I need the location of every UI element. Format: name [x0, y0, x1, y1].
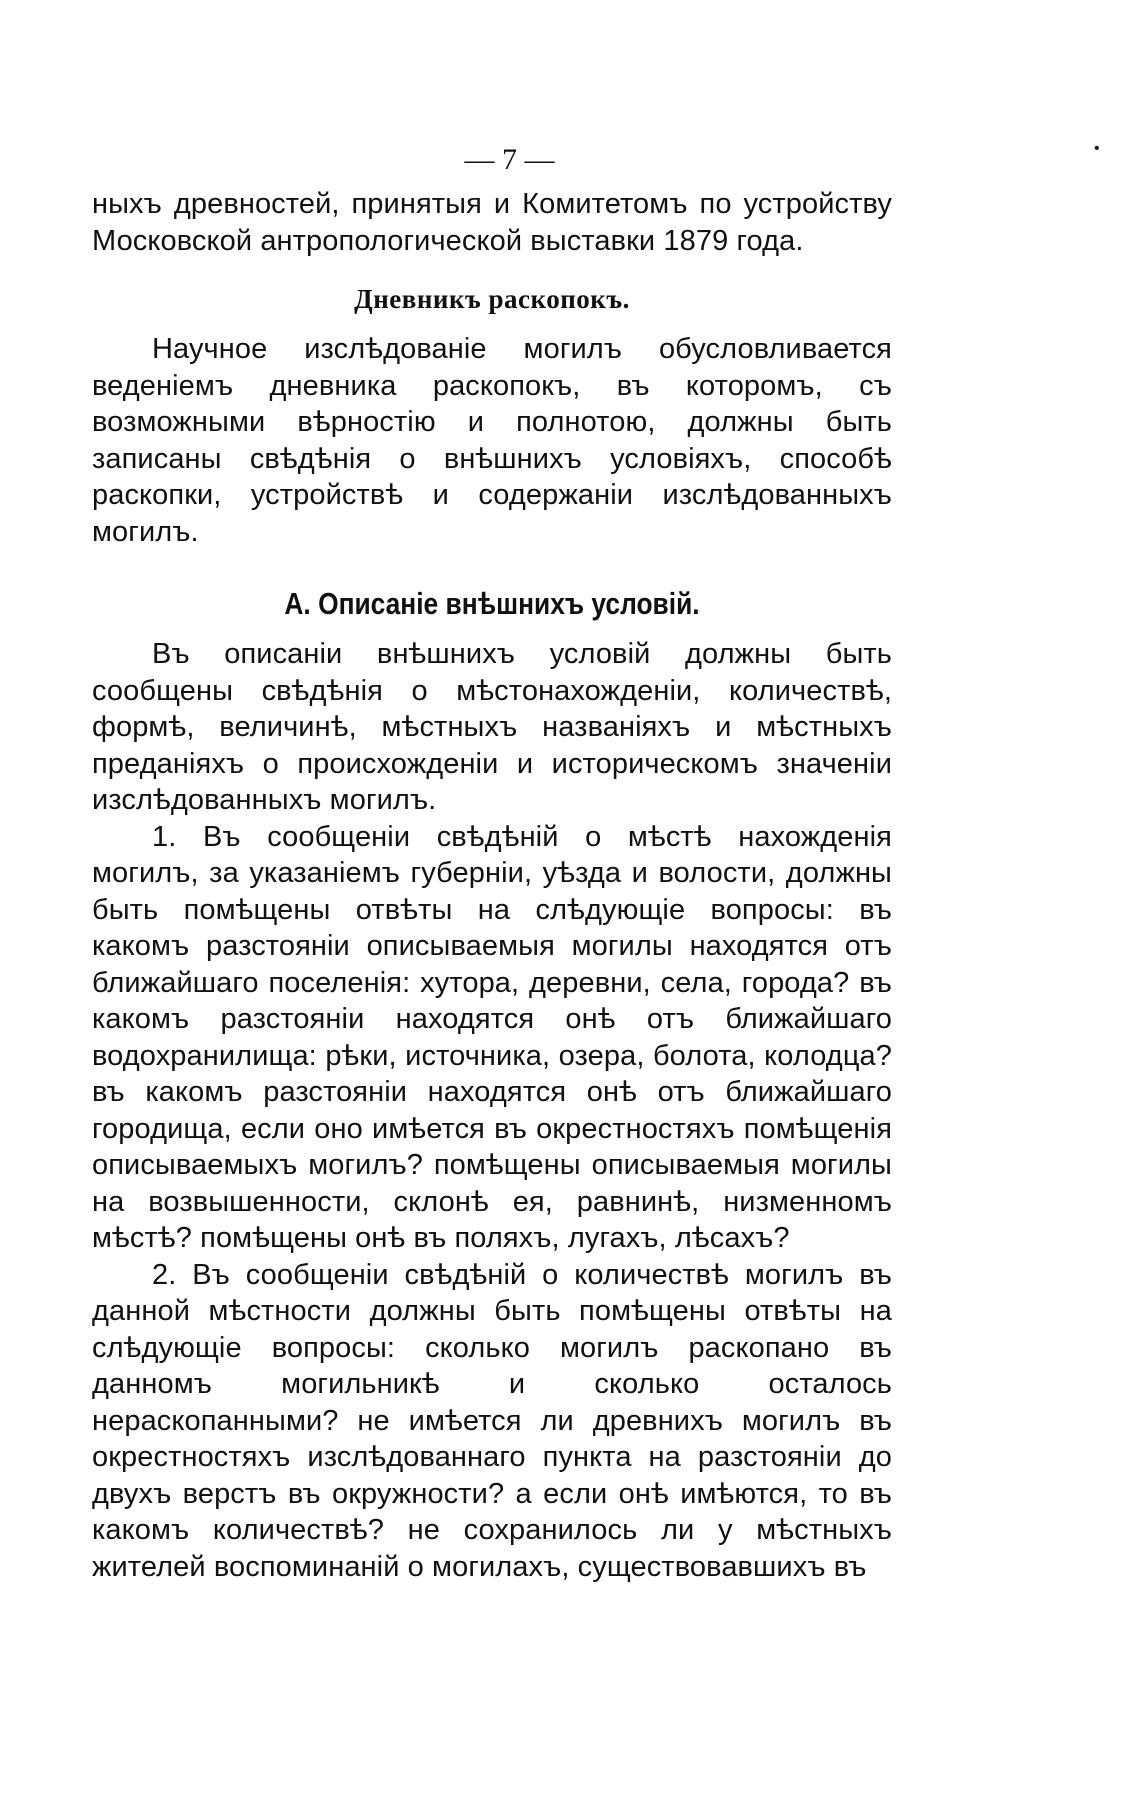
paragraph-a-2: 1. Въ сообщеніи свѣдѣній о мѣстѣ нахожденія могилъ, за указаніемъ губерніи, уѣзда и волости, должны быть помѣщены отвѣты на слѣдующіе вопросы: въ какомъ разстояніи описываемыя могилы находятся отъ ближайшаго поселенія: хутора, деревни, села, города? въ какомъ разстояніи находятся онѣ отъ ближайшаго водохранилища: рѣки, источника, озера, болота, колодца? въ какомъ разстояніи находятся онѣ отъ ближайшаго городища, если оно имѣется въ окрестностяхъ помѣщенія описываемыхъ могилъ? помѣщены описываемыя могилы на возвышенности, склонѣ ея, равнинѣ, низменномъ мѣстѣ? помѣщены онѣ въ поляхъ, лугахъ, лѣсахъ?: [92, 820, 892, 1254]
section-title-diary: Дневникъ раскопокъ.: [354, 284, 630, 314]
section-title-a: А. Описаніе внѣшнихъ условій.: [284, 586, 700, 621]
intro-text: ныхъ древностей, принятыя и Комитетомъ по устройству Московской антропологической выставки 1879 года.: [92, 188, 892, 257]
paragraph-a-1: Въ описаніи внѣшнихъ условій должны быть сообщены свѣдѣнія о мѣстонахожденіи, количествѣ, формѣ, величинѣ, мѣстныхъ названіяхъ и мѣстныхъ преданіяхъ о происхожденіи и историческомъ значеніи изслѣдованныхъ могилъ.: [92, 638, 892, 816]
document-page: [92, 140, 892, 1585]
page-number: — 7 —: [464, 143, 555, 176]
print-speck: •: [1094, 140, 1100, 157]
paragraph-a-3: 2. Въ сообщеніи свѣдѣній о количествѣ могилъ въ данной мѣстности должны быть помѣщены отвѣты на слѣдующіе вопросы: сколько могилъ раскопано въ данномъ могильникѣ и сколько осталось нераскопанными? не имѣется ли древнихъ могилъ въ окрестностяхъ изслѣдованнаго пункта на разстояніи до двухъ верстъ въ окружности? а если онѣ имѣются, то въ какомъ количествѣ? не сохранилось ли у мѣстныхъ жителей воспоминаній о могилахъ, существовавшихъ въ: [92, 1258, 892, 1583]
paragraph-diary: Научное изслѣдованіе могилъ обусловливается веденіемъ дневника раскопокъ, въ которомъ, съ возможными вѣрностію и полнотою, должны быть записаны свѣдѣнія о внѣшнихъ условіяхъ, способѣ раскопки, устройствѣ и содержаніи изслѣдованныхъ могилъ.: [92, 333, 892, 548]
